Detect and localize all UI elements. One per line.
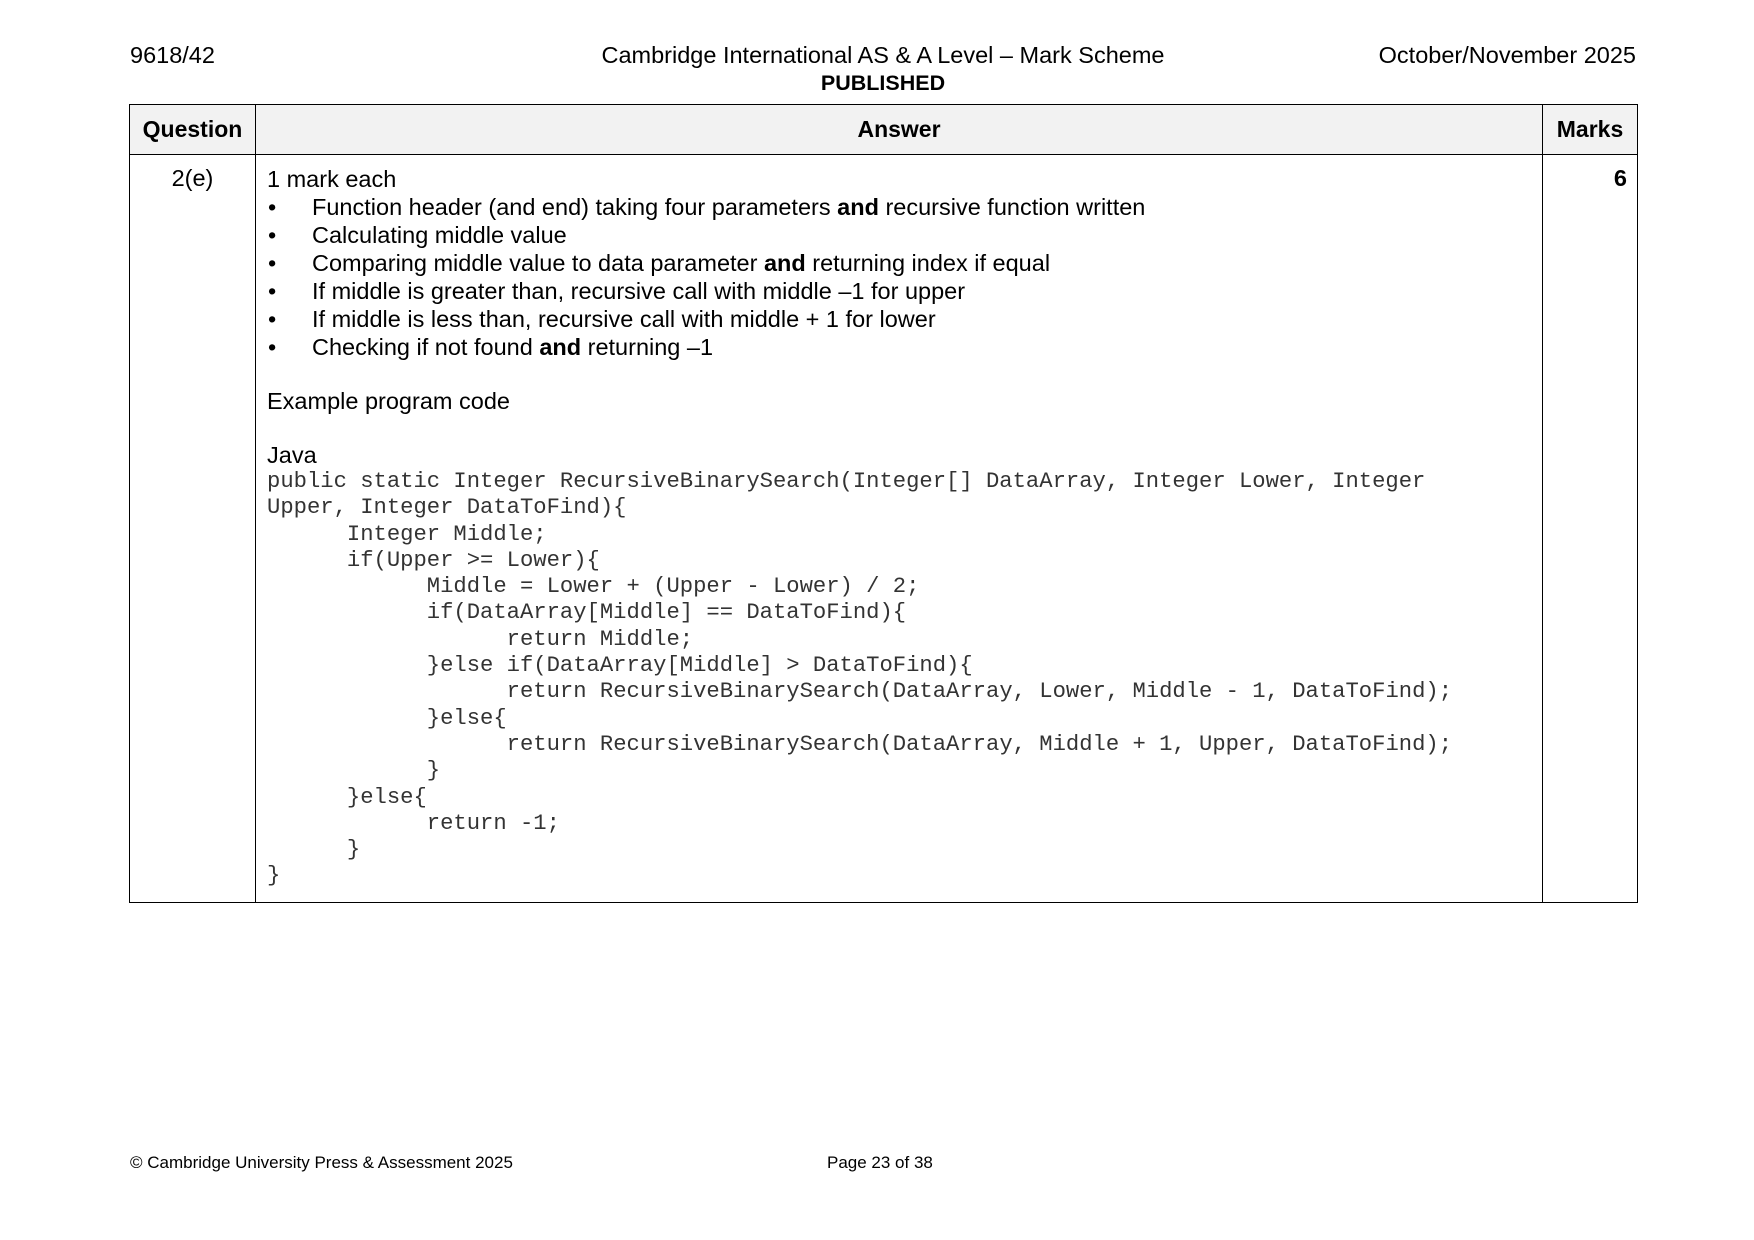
- criterion-text: returning index if equal: [805, 250, 1051, 276]
- code-line: }: [267, 837, 361, 863]
- criterion-text: If middle is less than, recursive call with middle + 1 for lower: [312, 306, 936, 332]
- criterion-text: Function header (and end) taking four parameters: [312, 194, 838, 220]
- paper-code: 9618/42: [130, 42, 215, 68]
- code-line: Integer Middle;: [267, 521, 547, 547]
- question-number: 2(e): [130, 155, 256, 903]
- published-label: PUBLISHED: [820, 71, 946, 95]
- code-line: }else{: [267, 705, 507, 731]
- criterion-item: [267, 277, 1532, 305]
- code-line: return -1;: [267, 810, 560, 836]
- table-header-row: [130, 105, 1638, 155]
- mark-scheme-table: [129, 104, 1638, 903]
- criterion-text: returning –1: [581, 334, 714, 360]
- exam-session: October/November 2025: [1378, 42, 1636, 68]
- code-line: }: [267, 863, 281, 889]
- code-line: if(DataArray[Middle] == DataToFind){: [267, 600, 907, 626]
- criterion-text: Comparing middle value to data parameter: [312, 250, 764, 276]
- bullet-icon: •: [268, 334, 277, 360]
- column-header-answer: Answer: [256, 105, 1543, 155]
- code-line: Upper, Integer DataToFind){: [267, 495, 627, 521]
- column-header-question: Question: [130, 105, 256, 155]
- code-line: public static Integer RecursiveBinarySearch(Integer[] DataArray, Integer Lower, Integer: [267, 469, 1426, 494]
- page-number: Page 23 of 38: [827, 1153, 933, 1172]
- bullet-icon: •: [268, 278, 277, 304]
- criterion-item: [267, 221, 1532, 249]
- criterion-emphasis: and: [539, 334, 582, 360]
- language-label: Java: [267, 442, 317, 468]
- code-line: return RecursiveBinarySearch(DataArray, Lower, Middle - 1, DataToFind);: [267, 679, 1453, 705]
- marking-criteria-list: [267, 193, 1532, 361]
- criterion-text: Checking if not found: [312, 334, 540, 360]
- code-line: }: [267, 758, 441, 784]
- code-block: [267, 469, 1532, 890]
- criterion-item: [267, 305, 1532, 333]
- code-line: if(Upper >= Lower){: [267, 547, 600, 573]
- criterion-text: recursive function written: [878, 194, 1146, 220]
- answer-cell: [256, 155, 1543, 903]
- bullet-icon: •: [268, 306, 277, 332]
- column-header-marks: Marks: [1543, 105, 1638, 155]
- marks-value: 6: [1543, 155, 1638, 903]
- criterion-emphasis: and: [837, 194, 879, 220]
- code-line: Middle = Lower + (Upper - Lower) / 2;: [267, 574, 920, 600]
- criterion-text: Calculating middle value: [312, 222, 567, 248]
- document-title: Cambridge International AS & A Level – Mark Scheme: [601, 42, 1165, 68]
- criterion-item: [267, 193, 1532, 221]
- code-line: }else if(DataArray[Middle] > DataToFind){: [267, 653, 973, 679]
- code-line: return Middle;: [267, 626, 694, 652]
- criterion-item: [267, 333, 1532, 361]
- code-line: return RecursiveBinarySearch(DataArray, Middle + 1, Upper, DataToFind);: [267, 731, 1453, 757]
- example-code-heading: Example program code: [267, 388, 510, 414]
- bullet-icon: •: [268, 250, 277, 276]
- criterion-emphasis: and: [763, 250, 806, 276]
- table-row: [130, 155, 1638, 903]
- criterion-item: [267, 249, 1532, 277]
- marking-intro: 1 mark each: [267, 166, 397, 192]
- bullet-icon: •: [268, 222, 277, 248]
- bullet-icon: •: [268, 194, 277, 220]
- copyright-notice: © Cambridge University Press & Assessment 2025: [130, 1153, 513, 1172]
- code-line: }else{: [267, 784, 427, 810]
- criterion-text: If middle is greater than, recursive call with middle –1 for upper: [312, 278, 966, 304]
